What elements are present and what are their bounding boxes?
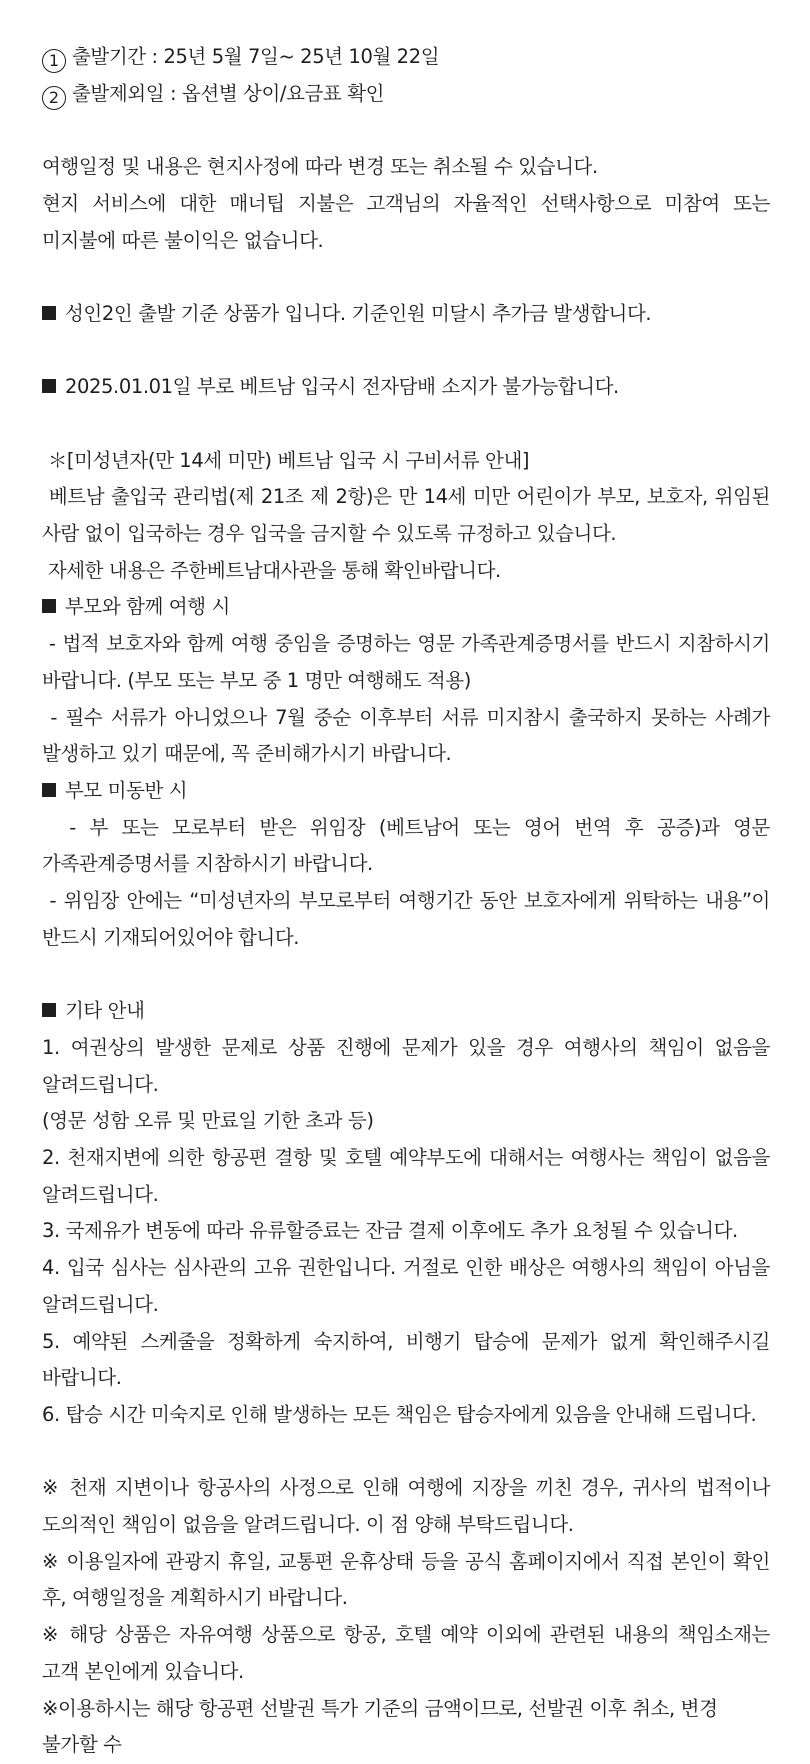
with-parents-item-2: - 필수 서류가 아니었으나 7월 중순 이후부터 서류 미지참시 출국하지 못하는 사례가 발생하고 있기 때문에, 꼭 준비해가시기 바랍니다. xyxy=(42,705,776,766)
travel-terms-document xyxy=(42,39,776,1764)
blank-line xyxy=(42,112,770,149)
excluded-dates-line xyxy=(42,76,770,113)
remark-4: ※이용하시는 해당 항공편 선발권 특가 기준의 금액이므로, 선발권 이후 취소, 변경 불가할 수 xyxy=(42,1696,724,1757)
departure-period-line xyxy=(42,39,770,76)
minor-documents-title: ＊[미성년자(만 14세 미만) 베트남 입국 시 구비서류 안내] xyxy=(42,448,530,472)
itinerary-change-notice: 여행일정 및 내용은 현지사정에 따라 변경 또는 취소될 수 있습니다. xyxy=(42,155,598,179)
with-parents-heading: 부모와 함께 여행 시 xyxy=(42,589,770,626)
etc-item-4: 4. 입국 심사는 심사관의 고유 권한입니다. 거절로 인한 배상은 여행사의 책임이 아님을 알려드립니다. xyxy=(42,1256,776,1316)
circled-number-2: 2 xyxy=(42,86,66,110)
adult-minimum-notice: 성인2인 출발 기준 상품가 입니다. 기준인원 미달시 추가금 발생합니다. xyxy=(42,296,770,333)
blank-line xyxy=(42,406,770,443)
black-square-bullet-icon xyxy=(42,306,56,320)
remark-2: ※ 이용일자에 관광지 휴일, 교통편 운휴상태 등을 공식 홈페이지에서 직접 본인이 확인 후, 여행일정을 계획하시기 바랍니다. xyxy=(42,1549,776,1610)
blank-line xyxy=(42,333,770,370)
etc-heading: 기타 안내 xyxy=(42,993,770,1030)
remark-1: ※ 천재 지변이나 항공사의 사정으로 인해 여행에 지장을 끼친 경우, 귀사의 법적이나 도의적인 책임이 없음을 알려드립니다. 이 점 양해 부탁드립니다. xyxy=(42,1476,776,1537)
blank-line xyxy=(42,1434,770,1471)
etc-item-6: 6. 탑승 시간 미숙지로 인해 발생하는 모든 책임은 탑승자에게 있음을 안내해 드립니다. xyxy=(42,1402,757,1426)
remark-3: ※ 해당 상품은 자유여행 상품으로 항공, 호텔 예약 이외에 관련된 내용의 책임소재는 고객 본인에게 있습니다. xyxy=(42,1623,776,1683)
blank-line xyxy=(42,957,770,994)
etc-item-2: 2. 천재지변에 의한 항공편 결항 및 호텔 예약부도에 대해서는 여행사는 책임이 없음을 알려드립니다. xyxy=(42,1146,776,1206)
etc-item-5: 5. 예약된 스케줄을 정확하게 숙지하여, 비행기 탑승에 문제가 없게 확인해주시길 바랍니다. xyxy=(42,1329,776,1390)
black-square-bullet-icon xyxy=(42,379,56,393)
with-parents-item-1: - 법적 보호자와 함께 여행 중임을 증명하는 영문 가족관계증명서를 반드시 지참하시기 바랍니다. (부모 또는 부모 중 1 명만 여행해도 적용) xyxy=(42,632,776,692)
black-square-bullet-icon xyxy=(42,599,56,613)
etc-item-1-note: (영문 성함 오류 및 만료일 기한 초과 등) xyxy=(42,1109,374,1133)
e-cigarette-notice: 2025.01.01일 부로 베트남 입국시 전자담배 소지가 불가능합니다. xyxy=(42,369,770,406)
excluded-dates-text: 출발제외일 : 옵션별 상이/요금표 확인 xyxy=(72,81,385,105)
embassy-notice: 자세한 내용은 주한베트남대사관을 통해 확인바랍니다. xyxy=(42,558,501,582)
immigration-law-notice: 베트남 출입국 관리법(제 21조 제 2항)은 만 14세 미만 어린이가 부모, 보호자, 위임된 사람 없이 입국하는 경우 입국을 금지할 수 있도록 규정하고 있습니다. xyxy=(42,485,776,546)
blank-line xyxy=(42,259,770,296)
without-parents-item-2: - 위임장 안에는 “미성년자의 부모로부터 여행기간 동안 보호자에게 위탁하는 내용”이 반드시 기재되어있어야 합니다. xyxy=(42,889,776,949)
black-square-bullet-icon xyxy=(42,783,56,797)
circled-number-1: 1 xyxy=(42,49,66,73)
departure-period-text: 출발기간 : 25년 5월 7일~ 25년 10월 22일 xyxy=(72,45,440,68)
etc-item-1: 1. 여권상의 발생한 문제로 상품 진행에 문제가 있을 경우 여행사의 책임이 없음을 알려드립니다. xyxy=(42,1035,776,1096)
black-square-bullet-icon xyxy=(42,1003,56,1017)
manner-tip-notice: 현지 서비스에 대한 매너팁 지불은 고객님의 자율적인 선택사항으로 미참여 또는 미지불에 따른 불이익은 없습니다. xyxy=(42,191,776,252)
without-parents-heading: 부모 미동반 시 xyxy=(42,773,770,810)
without-parents-item-1: - 부 또는 모로부터 받은 위임장 (베트남어 또는 영어 번역 후 공증)과 영문 가족관계증명서를 지참하시기 바랍니다. xyxy=(42,815,776,876)
etc-item-3: 3. 국제유가 변동에 따라 유류할증료는 잔금 결제 이후에도 추가 요청될 수 있습니다. xyxy=(42,1219,738,1243)
